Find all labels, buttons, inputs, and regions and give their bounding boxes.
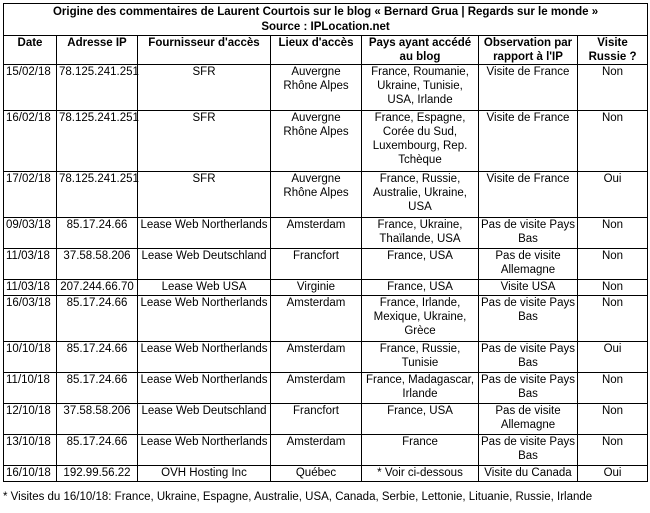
isp-cell: Lease Web Northerlands xyxy=(138,342,271,373)
date-cell: 11/10/18 xyxy=(4,373,57,404)
observation-cell: Visite de France xyxy=(479,65,578,111)
table-row xyxy=(4,296,648,342)
location-cell: Amsterdam xyxy=(271,296,362,342)
isp-cell: Lease Web Northerlands xyxy=(138,373,271,404)
russia-visit-cell: Oui xyxy=(578,172,648,218)
location-cell: Virginie xyxy=(271,280,362,296)
isp-cell: SFR xyxy=(138,111,271,172)
location-cell: Auvergne Rhône Alpes xyxy=(271,172,362,218)
russia-visit-cell: Non xyxy=(578,249,648,280)
countries-cell: France, Ukraine, Thaïlande, USA xyxy=(362,218,479,249)
observation-cell: Pas de visite Pays Bas xyxy=(479,373,578,404)
observation-cell: Visite USA xyxy=(479,280,578,296)
isp-cell: Lease Web USA xyxy=(138,280,271,296)
table-row xyxy=(4,218,648,249)
table-row xyxy=(4,280,648,296)
countries-cell: France, USA xyxy=(362,404,479,435)
russia-visit-cell: Non xyxy=(578,373,648,404)
countries-cell: France, Russie, Australie, Ukraine, USA xyxy=(362,172,479,218)
table-row xyxy=(4,404,648,435)
header-date: Date xyxy=(4,36,57,65)
isp-cell: Lease Web Northerlands xyxy=(138,218,271,249)
header-isp: Fournisseur d'accès xyxy=(138,36,271,65)
header-observation: Observation par rapport à l'IP xyxy=(479,36,578,65)
russia-visit-cell: Non xyxy=(578,435,648,466)
ip-address-cell: 78.125.241.251 xyxy=(57,172,138,218)
location-cell: Amsterdam xyxy=(271,435,362,466)
table-row xyxy=(4,111,648,172)
russia-visit-cell: Oui xyxy=(578,342,648,373)
russia-visit-cell: Non xyxy=(578,404,648,435)
observation-cell: Visite de France xyxy=(479,111,578,172)
russia-visit-cell: Oui xyxy=(578,466,648,482)
table-row xyxy=(4,249,648,280)
countries-cell: France xyxy=(362,435,479,466)
location-cell: Francfort xyxy=(271,404,362,435)
ip-address-cell: 192.99.56.22 xyxy=(57,466,138,482)
table-row xyxy=(4,342,648,373)
observation-cell: Pas de visite Allemagne xyxy=(479,404,578,435)
title-row xyxy=(4,4,648,36)
countries-cell: France, USA xyxy=(362,280,479,296)
document xyxy=(3,3,647,482)
russia-visit-cell: Non xyxy=(578,111,648,172)
location-cell: Amsterdam xyxy=(271,218,362,249)
table-row xyxy=(4,172,648,218)
date-cell: 11/03/18 xyxy=(4,249,57,280)
location-cell: Auvergne Rhône Alpes xyxy=(271,65,362,111)
countries-cell: France, Roumanie, Ukraine, Tunisie, USA, Irlande xyxy=(362,65,479,111)
observation-cell: Pas de visite Allemagne xyxy=(479,249,578,280)
header-access-location: Lieux d'accès xyxy=(271,36,362,65)
date-cell: 16/03/18 xyxy=(4,296,57,342)
countries-cell: France, Espagne, Corée du Sud, Luxembourg, Rep. Tchèque xyxy=(362,111,479,172)
russia-visit-cell: Non xyxy=(578,296,648,342)
observation-cell: Pas de visite Pays Bas xyxy=(479,342,578,373)
date-cell: 15/02/18 xyxy=(4,65,57,111)
russia-visit-cell: Non xyxy=(578,65,648,111)
header-ip-address: Adresse IP xyxy=(57,36,138,65)
table-row xyxy=(4,373,648,404)
table-title xyxy=(4,4,648,36)
location-cell: Amsterdam xyxy=(271,373,362,404)
observation-cell: Pas de visite Pays Bas xyxy=(479,435,578,466)
title-source-line: Source : IPLocation.net xyxy=(261,20,390,33)
russia-visit-cell: Non xyxy=(578,280,648,296)
ip-address-cell: 85.17.24.66 xyxy=(57,296,138,342)
ip-address-cell: 85.17.24.66 xyxy=(57,342,138,373)
header-russia-visit: Visite Russie ? xyxy=(578,36,648,65)
header-row xyxy=(4,36,648,65)
date-cell: 12/10/18 xyxy=(4,404,57,435)
countries-cell: France, Madagascar, Irlande xyxy=(362,373,479,404)
isp-cell: Lease Web Deutschland xyxy=(138,249,271,280)
date-cell: 13/10/18 xyxy=(4,435,57,466)
table-row xyxy=(4,435,648,466)
ip-address-cell: 37.58.58.206 xyxy=(57,404,138,435)
countries-cell: * Voir ci-dessous xyxy=(362,466,479,482)
observation-cell: Visite de France xyxy=(479,172,578,218)
table-row xyxy=(4,466,648,482)
location-cell: Francfort xyxy=(271,249,362,280)
countries-cell: France, Russie, Tunisie xyxy=(362,342,479,373)
isp-cell: SFR xyxy=(138,65,271,111)
ip-address-cell: 37.58.58.206 xyxy=(57,249,138,280)
ip-address-cell: 85.17.24.66 xyxy=(57,435,138,466)
header-countries: Pays ayant accédé au blog xyxy=(362,36,479,65)
isp-cell: Lease Web Deutschland xyxy=(138,404,271,435)
date-cell: 16/02/18 xyxy=(4,111,57,172)
isp-cell: Lease Web Northerlands xyxy=(138,435,271,466)
date-cell: 16/10/18 xyxy=(4,466,57,482)
location-cell: Québec xyxy=(271,466,362,482)
date-cell: 09/03/18 xyxy=(4,218,57,249)
comments-origin-table xyxy=(3,3,648,482)
table-row xyxy=(4,65,648,111)
date-cell: 10/10/18 xyxy=(4,342,57,373)
isp-cell: SFR xyxy=(138,172,271,218)
observation-cell: Visite du Canada xyxy=(479,466,578,482)
countries-cell: France, USA xyxy=(362,249,479,280)
ip-address-cell: 207.244.66.70 xyxy=(57,280,138,296)
date-cell: 11/03/18 xyxy=(4,280,57,296)
observation-cell: Pas de visite Pays Bas xyxy=(479,296,578,342)
title-line-1: Origine des commentaires de Laurent Courtois sur le blog « Bernard Grua | Regards sur le monde » xyxy=(52,6,599,18)
ip-address-cell: 78.125.241.251 xyxy=(57,65,138,111)
date-cell: 17/02/18 xyxy=(4,172,57,218)
ip-address-cell: 85.17.24.66 xyxy=(57,218,138,249)
countries-cell: France, Irlande, Mexique, Ukraine, Grèce xyxy=(362,296,479,342)
footnote: * Visites du 16/10/18: France, Ukraine, Espagne, Australie, USA, Canada, Serbie, Lettonie, Lituanie, Russie, Irlande xyxy=(3,491,593,503)
ip-address-cell: 85.17.24.66 xyxy=(57,373,138,404)
location-cell: Auvergne Rhône Alpes xyxy=(271,111,362,172)
location-cell: Amsterdam xyxy=(271,342,362,373)
isp-cell: OVH Hosting Inc xyxy=(138,466,271,482)
russia-visit-cell: Non xyxy=(578,218,648,249)
ip-address-cell: 78.125.241.251 xyxy=(57,111,138,172)
isp-cell: Lease Web Northerlands xyxy=(138,296,271,342)
table-body xyxy=(4,4,648,482)
observation-cell: Pas de visite Pays Bas xyxy=(479,218,578,249)
